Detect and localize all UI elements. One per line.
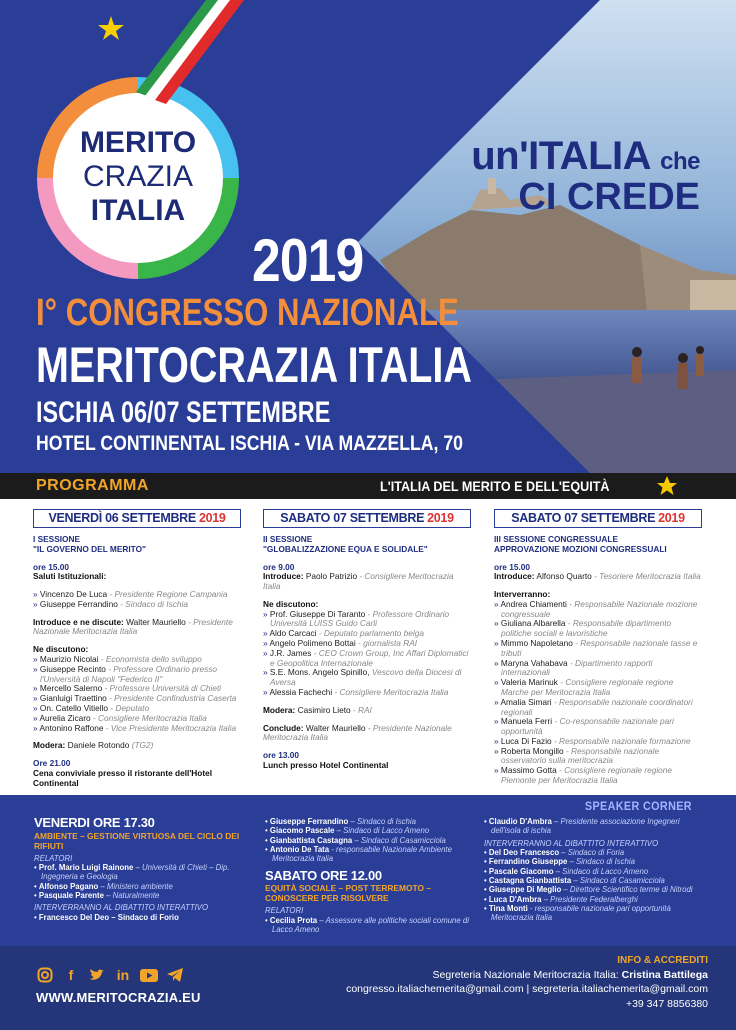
friday-dib-list — [34, 913, 252, 922]
saturday-dib-label: INTERVERRANNO AL DIBATTITO INTERATTIVO — [484, 838, 659, 848]
speaker-role: - Presidente Regione Campania — [107, 589, 228, 600]
day2-time1: ore 9.00 — [263, 561, 295, 572]
speaker-name: On. Catello Vitiello — [39, 702, 109, 713]
speaker-name: Castagna Gianbattista — [488, 876, 572, 886]
saturday-dib-list — [484, 848, 702, 923]
speaker-role: - Consigliere regionale regione Marche per Meritocrazia Italia — [501, 677, 674, 697]
speaker-name: Pasquale Parente — [38, 891, 104, 901]
list-item — [484, 817, 702, 836]
speaker-name: Aldo Carcaci — [269, 628, 317, 639]
column-day3 — [494, 509, 702, 786]
speaker-name: Alessia Fachechi — [269, 686, 333, 697]
speaker-name: Antonino Raffone — [39, 722, 104, 733]
speaker-name: Prof. Giuseppe Di Taranto — [269, 608, 366, 619]
speaker-name: Maurizio Nicolai — [39, 654, 99, 665]
list-item — [33, 724, 241, 734]
place-date: ISCHIA 06/07 SETTEMBRE — [36, 396, 331, 429]
speaker-corner — [0, 795, 736, 946]
congress-title: I° CONGRESSO NAZIONALE — [36, 292, 459, 334]
saturday-time: SABATO ORE 12.00 — [265, 867, 382, 883]
friday-relatori-label: RELATORI — [34, 853, 73, 863]
motto: L'ITALIA DEL MERITO E DELL'EQUITÀ — [380, 478, 610, 494]
day1-header: VENERDÌ 06 SETTEMBRE 2019 — [33, 509, 241, 528]
list-item — [494, 698, 702, 718]
telegram-icon[interactable] — [166, 966, 184, 984]
speaker-name: Gianbattista Castagna — [269, 835, 353, 845]
list-item — [484, 876, 702, 885]
speaker-role: – Sindaco di Lacco Ameno — [334, 826, 430, 836]
speaker-name: Ferrandino Giuseppe — [488, 857, 568, 867]
speaker-name: Del Deo Francesco — [488, 848, 560, 858]
list-item — [484, 895, 702, 904]
speaker-role: - Responsabile Nazionale mozione congressuale — [501, 598, 698, 619]
saturday-relatori-list — [265, 916, 483, 935]
day1-session: I SESSIONE — [33, 534, 81, 544]
list-item — [494, 678, 702, 698]
speaker-role: – Assessore alle politiche sociali comune di Lacco Ameno — [272, 915, 469, 935]
list-item — [263, 688, 471, 698]
day3-time1: ore 15.00 — [494, 561, 530, 572]
speaker-role: – Università di Chieti – Dip. Ingegneria e Geologia — [41, 863, 230, 882]
slogan-part2: che — [660, 148, 700, 175]
list-item — [263, 610, 471, 630]
day2-discuss-label: Ne discutono: — [263, 598, 319, 609]
speaker-role: - Professore Ordinario Università LUISS Guido Carli — [270, 608, 450, 629]
day3-discuss-list — [494, 600, 702, 786]
speaker-name: Maryna Vahabava — [500, 657, 568, 668]
speaker-role: – Direttore Scientifico terme di Nitrodi — [561, 885, 693, 895]
day2-intro: Introduce: Paolo Patrizio - Consigliere Meritocrazia Italia — [263, 571, 454, 592]
speaker-name: Mimmo Napoletano — [500, 638, 573, 649]
list-item — [484, 885, 702, 894]
speaker-name: Antonio De Tata — [269, 845, 330, 855]
speaker-name: Claudio D'Ambra — [488, 817, 552, 826]
day2-header: SABATO 07 SETTEMBRE 2019 — [263, 509, 471, 528]
list-item — [494, 659, 702, 679]
logo-word-italia: ITALIA — [90, 194, 186, 227]
list-item — [494, 639, 702, 659]
speaker-name: Luca D'Ambra — [488, 894, 542, 904]
list-item — [494, 766, 702, 786]
speaker-role: – Naturalmente — [103, 891, 160, 901]
speaker-name: Francesco Del Deo – Sindaco di Forio — [38, 912, 179, 922]
day2-time2: ore 13.00 — [263, 750, 299, 761]
speaker-role: - responsabile Nazionale Ambiente Meritocrazia Italia — [272, 845, 452, 864]
slogan-part3: CI CREDE — [518, 176, 700, 218]
speaker-name: Angelo Polimeno Bottai — [269, 638, 356, 649]
speaker-role: - Co-responsabile nazionale pari opportunità — [501, 716, 674, 737]
speaker-name: Amalia Simari — [500, 696, 552, 707]
speaker-role: - Responsabile dipartimento politiche sociali e lavoristiche — [501, 618, 672, 639]
star-icon — [656, 475, 678, 497]
day1-time2: Ore 21.00 — [33, 758, 71, 769]
list-item — [265, 845, 483, 864]
programme-banner — [0, 473, 736, 499]
day2-moderator: Modera: Casimiro Lieto - RAI — [263, 704, 372, 715]
speaker-role: - Dipartimento rapporti internazionali — [501, 657, 653, 678]
speaker-col1 — [34, 815, 252, 922]
social-links — [36, 966, 184, 984]
saturday-relatori-list-2 — [484, 817, 702, 836]
speaker-col3 — [484, 817, 702, 923]
list-item — [263, 668, 471, 688]
speaker-role: – Sindaco di Casamicciola — [352, 835, 446, 845]
speaker-role: - giornalista RAI — [355, 638, 418, 649]
speaker-role: - Professore Università di Chieti — [102, 683, 222, 694]
friday-time: VENERDI ORE 17.30 — [34, 815, 155, 830]
day1-time1: ore 15.00 — [33, 561, 69, 572]
website-link[interactable]: WWW.MERITOCRAZIA.EU — [36, 990, 201, 1005]
speaker-role: Vescovo della Diocesi di Aversa — [270, 667, 462, 688]
speaker-role: - Deputato — [108, 702, 150, 713]
day2-discuss-list — [263, 610, 471, 698]
speaker-role: - Consigliere Meritocrazia Italia — [332, 686, 449, 697]
list-item — [34, 913, 252, 922]
speaker-name: Vincenzo De Luca — [39, 589, 108, 600]
list-item — [263, 649, 471, 669]
day1-intro: Introduce e ne discute: Walter Mauriello - Presidente Nazionale Meritocrazia Italia — [33, 616, 233, 637]
secretary: Segreteria Nazionale Meritocrazia Italia: Cristina Battilega — [432, 968, 708, 981]
speaker-name: Gianluigi Traettino — [39, 693, 107, 704]
list-item — [484, 867, 702, 876]
list-item — [494, 600, 702, 620]
speaker-name: Tina Monti — [488, 904, 528, 914]
instagram-icon[interactable] — [36, 966, 54, 984]
speaker-name: Giacomo Pascale — [269, 826, 335, 836]
list-item — [265, 817, 483, 826]
list-item — [33, 600, 241, 610]
day1-session-title: "IL GOVERNO DEL MERITO" — [33, 543, 146, 554]
list-item — [484, 857, 702, 866]
speaker-name: Roberta Mongillo — [500, 745, 564, 756]
list-item — [265, 916, 483, 935]
friday-dib-label: INTERVERRANNO AL DIBATTITO INTERATTIVO — [34, 903, 209, 913]
organization-name: MERITOCRAZIA ITALIA — [36, 337, 472, 393]
speaker-name: S.E. Mons. Angelo Spinillo, — [269, 667, 370, 678]
list-item — [265, 836, 483, 845]
day2-session-title: "GLOBALIZZAZIONE EQUA E SOLIDALE" — [263, 543, 428, 554]
speaker-name: Giuseppe Di Meglio — [488, 885, 562, 895]
slogan — [471, 136, 700, 216]
speaker-role: - Presidente Confindustria Caserta — [106, 693, 237, 704]
saturday-relatori-label: RELATORI — [265, 906, 304, 916]
speaker-name: Massimo Gotta — [500, 765, 557, 776]
list-item — [33, 665, 241, 685]
venue-address: HOTEL CONTINENTAL ISCHIA - VIA MAZZELLA, 70 — [36, 432, 463, 455]
day2-lunch: Lunch presso Hotel Continental — [263, 759, 389, 770]
event-year: 2019 — [252, 227, 364, 294]
list-item — [265, 826, 483, 835]
friday-relatori-list — [34, 863, 252, 900]
column-day1 — [33, 509, 241, 788]
info-block — [346, 954, 708, 1011]
logo-word-merito: MERITO — [79, 126, 197, 159]
day3-session-title: APPROVAZIONE MOZIONI CONGRESSUALI — [494, 543, 667, 554]
slogan-part1: un'ITALIA — [471, 134, 650, 178]
speaker-name: J.R. James — [269, 647, 312, 658]
speaker-name: Aurelia Zicaro — [39, 712, 91, 723]
contact-emails[interactable]: congresso.italiachemerita@gmail.com | segreteria.italiachemerita@gmail.com — [346, 983, 708, 996]
linkedin-icon[interactable]: in — [116, 967, 130, 983]
list-item — [494, 619, 702, 639]
contact-phone[interactable]: +39 347 8856380 — [625, 997, 708, 1010]
saturday-topic: EQUITÀ SOCIALE – POST TERREMOTO – CONOSCERE PER RISOLVERE — [265, 883, 431, 904]
speaker-name: Pascale Giacomo — [488, 866, 554, 876]
speaker-name: Giuseppe Ferrandino — [269, 817, 349, 826]
speaker-name: Andrea Chiamenti — [500, 598, 567, 609]
speaker-role: - Consigliere regionale regione Piemonte per Meritocrazia Italia — [501, 765, 673, 785]
speaker-corner-heading: SPEAKER CORNER — [584, 799, 692, 813]
speaker-role: – Presidente associazione Ingegneri dell'isola di ischia — [491, 817, 680, 836]
speaker-role: – Sindaco di Foria — [559, 848, 625, 858]
speaker-role: - Economista dello sviluppo — [98, 654, 202, 665]
speaker-role: – Sindaco di Ischia — [348, 817, 416, 826]
speaker-role: – Sindaco di Ischia — [567, 857, 635, 867]
info-heading: INFO & ACCREDITI — [617, 955, 708, 966]
speaker-name: Giuseppe Recinto — [39, 663, 106, 674]
day3-header: SABATO 07 SETTEMBRE 2019 — [494, 509, 702, 528]
list-item — [484, 848, 702, 857]
speaker-name: Giuseppe Ferrandino — [39, 598, 118, 609]
speaker-name: Valeria Marinuk — [500, 677, 558, 688]
footer — [0, 946, 736, 1030]
list-item — [34, 882, 252, 891]
day2-session: II SESSIONE — [263, 534, 313, 544]
day1-dinner: Cena conviviale presso il ristorante dell'Hotel Continental — [33, 767, 213, 788]
list-item — [494, 717, 702, 737]
speaker-role: - Responsabile nazionale coordinatori regionali — [501, 696, 693, 717]
hero-section — [0, 0, 736, 473]
speaker-role: – Sindaco di Casamicciola — [571, 876, 665, 886]
day3-intro: Introduce: Alfonso Quarto - Tesoriere Meritocrazia Italia — [494, 571, 701, 582]
facebook-icon[interactable]: f — [68, 967, 74, 983]
speaker-role: - Deputato parlamento belga — [316, 628, 424, 639]
speaker-name: Manuela Ferri — [500, 716, 553, 727]
speaker-role: - Responsabile nazionale tasse e tributi — [501, 638, 698, 658]
speaker-name: Luca Di Fazio — [500, 735, 552, 746]
speaker-role: – Presidente Federalberghi — [541, 894, 638, 904]
list-item — [34, 863, 252, 882]
speaker-role: - Responsabile nazionale formazione — [551, 735, 691, 746]
day1-discuss-list — [33, 655, 241, 733]
speaker-name: Mercello Salerno — [39, 683, 103, 694]
twitter-icon[interactable] — [88, 966, 106, 984]
speaker-role: - responsabile nazionale pari opportunità Meritocrazia Italia — [491, 904, 671, 923]
speaker-col2 — [265, 817, 483, 935]
speaker-name: Cecilia Prota — [269, 915, 318, 925]
speaker-role: - Vice Presidente Meritocrazia Italia — [103, 722, 237, 733]
column-day2 — [263, 509, 471, 771]
day2-conclude: Conclude: Walter Mauriello - Presidente Nazionale Meritocrazia Italia — [263, 722, 452, 743]
speaker-role: – Sindaco di Lacco Ameno — [553, 866, 649, 876]
speaker-name: Alfonso Pagano — [38, 881, 99, 891]
list-item — [494, 747, 702, 767]
day1-saluti-list — [33, 590, 241, 610]
programma-label: PROGRAMMA — [36, 477, 149, 494]
day1-discuss-label: Ne discutono: — [33, 644, 89, 655]
speaker-role: - Consigliere Meritocrazia Italia — [90, 712, 207, 723]
logo-word-crazia: CRAZIA — [82, 160, 194, 193]
day3-session: III SESSIONE CONGRESSUALE — [494, 534, 619, 544]
speaker-role: - CEO Crown Group, Inc Affari Diplomatici e Geopolitica Internazionale — [270, 647, 469, 668]
programme-columns — [0, 509, 736, 795]
day1-saluti: Saluti Istituzionali: — [33, 571, 107, 582]
speaker-role: – Ministero ambiente — [98, 881, 173, 891]
day3-discuss-label: Interverranno: — [494, 589, 551, 600]
speaker-role: - Professore Ordinario presso l'Università di Napoli "Federico II" — [40, 663, 218, 684]
friday-topic: AMBIENTE – GESTIONE VIRTUOSA DEL CICLO DEI RIFIUTI — [34, 830, 240, 851]
speaker-name: Giuliana Albarella — [500, 618, 566, 629]
day1-moderator: Modera: Daniele Rotondo (TG2) — [33, 740, 154, 751]
friday-dib-list-2 — [265, 817, 483, 864]
list-item — [34, 891, 252, 900]
speaker-role: - Responsabile nazionale osservatorio sulla meritocrazia — [501, 745, 660, 766]
speaker-name: Prof. Mario Luigi Rainone — [38, 863, 134, 873]
youtube-icon[interactable] — [140, 966, 158, 984]
list-item — [484, 904, 702, 923]
speaker-role: - Sindaco di Ischia — [117, 598, 188, 609]
